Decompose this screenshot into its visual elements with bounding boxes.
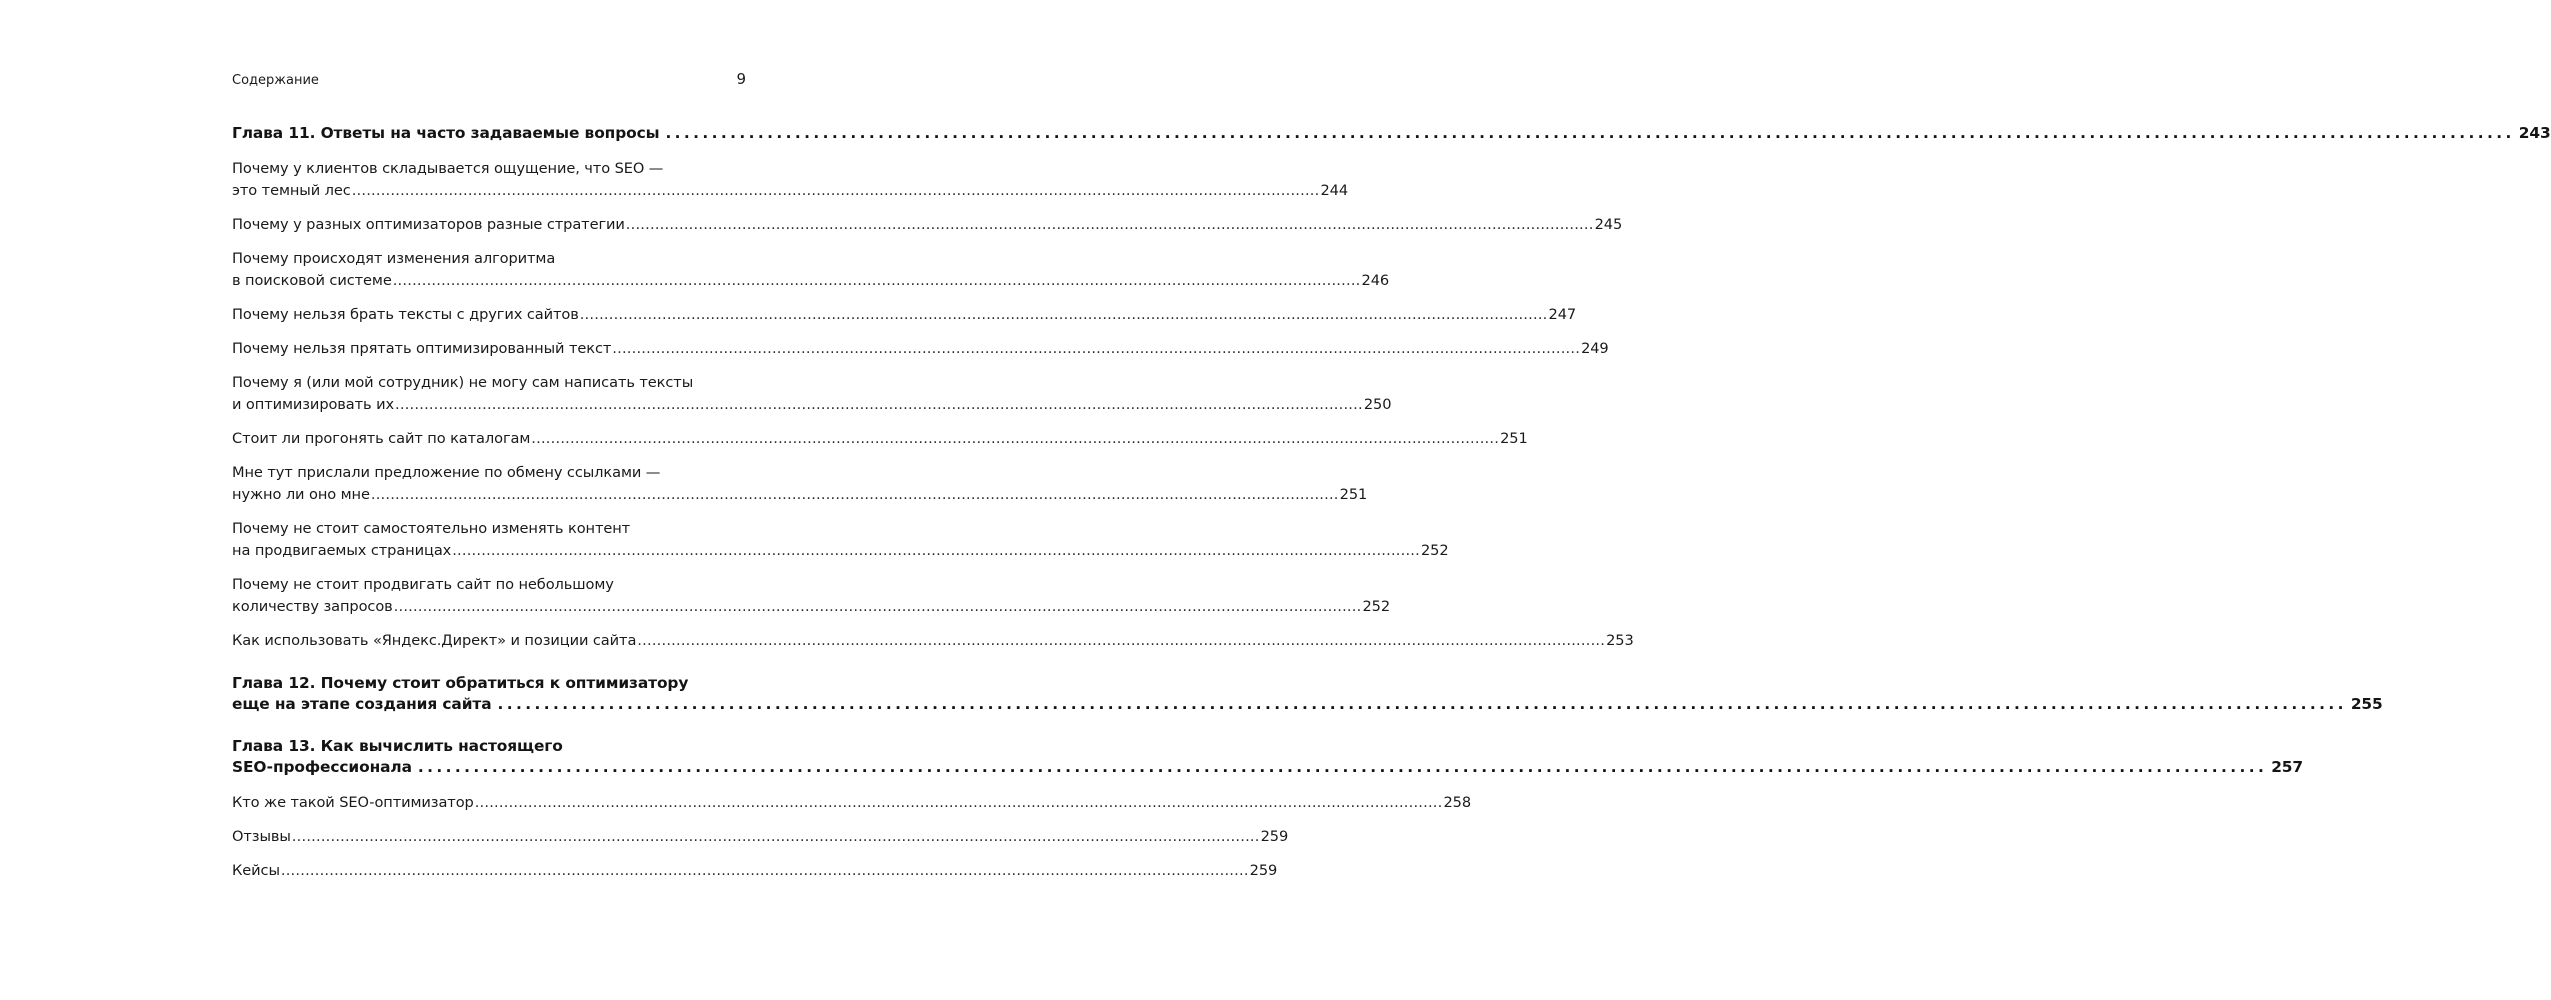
toc-entry-final-line <box>232 826 1289 848</box>
toc-entry-final-line <box>232 180 1349 202</box>
toc-gap <box>232 562 746 574</box>
toc-section-entry[interactable] <box>232 860 1278 882</box>
toc-page-number: 252 <box>1362 598 1391 615</box>
toc-entry-final-line <box>232 214 1623 236</box>
dot-leader: ........................................................................................................................................................................................................ <box>351 182 1320 199</box>
toc-page-number: 251 <box>1500 430 1528 447</box>
toc-page-number: 244 <box>1320 182 1349 199</box>
dot-leader: ........................................................................................................................................................................................................ <box>370 486 1339 503</box>
toc-entry-final-line <box>232 338 1609 360</box>
toc-gap <box>232 618 746 630</box>
toc-gap <box>232 715 746 736</box>
book-page <box>232 0 2551 1000</box>
toc-section-entry[interactable] <box>232 630 1634 652</box>
toc-entry-title: на продвигаемых страницах <box>232 542 452 559</box>
toc-section-entry[interactable] <box>232 462 1368 506</box>
page-number: 9 <box>736 70 746 88</box>
toc-section-entry[interactable] <box>232 574 1391 618</box>
toc-entry-title: Отзывы <box>232 828 291 845</box>
dot-leader: ........................................................................................................................................................................................................ <box>665 124 2515 142</box>
toc-page-number: 249 <box>1581 340 1609 357</box>
toc-section-entry[interactable] <box>232 214 1623 236</box>
toc-page-number: 250 <box>1363 396 1392 413</box>
toc-section-entry[interactable] <box>232 338 1609 360</box>
toc-gap <box>232 360 746 372</box>
toc-entry-final-line <box>232 123 2551 144</box>
toc-entry-final-line <box>232 630 1634 652</box>
toc-entry-final-line <box>232 428 1528 450</box>
toc-gap <box>232 292 746 304</box>
toc-entry-title: Почему нельзя брать тексты с других сайтов <box>232 306 579 323</box>
toc-gap <box>232 236 746 248</box>
toc-section-entry[interactable] <box>232 428 1528 450</box>
toc-entry-title-line: Глава 13. Как вычислить настоящего <box>232 737 563 755</box>
toc-chapter-entry[interactable] <box>232 673 2383 715</box>
toc-entry-final-line <box>232 860 1278 882</box>
toc-page-number: 243 <box>2518 124 2551 142</box>
dot-leader: ........................................................................................................................................................................................................ <box>291 828 1260 845</box>
table-of-contents <box>232 123 2551 882</box>
toc-entry-title: Почему у разных оптимизаторов разные стратегии <box>232 216 625 233</box>
dot-leader: ........................................................................................................................................................................................................ <box>474 794 1443 811</box>
toc-entry-title: Стоит ли прогонять сайт по каталогам <box>232 430 531 447</box>
toc-page-number: 255 <box>2350 695 2383 713</box>
toc-entry-title-line: Почему происходят изменения алгоритма <box>232 250 556 267</box>
toc-entry-final-line <box>232 270 1390 292</box>
toc-entry-title-line: Почему не стоит продвигать сайт по небольшому <box>232 576 614 593</box>
toc-entry-final-line <box>232 596 1391 618</box>
toc-entry-final-line <box>232 792 1472 814</box>
toc-chapter-entry[interactable] <box>232 123 2551 144</box>
toc-page-number: 252 <box>1421 542 1449 559</box>
dot-leader: ........................................................................................................................................................................................................ <box>612 340 1581 357</box>
toc-page-number: 259 <box>1260 828 1289 845</box>
toc-entry-title: нужно ли оно мне <box>232 486 370 503</box>
toc-gap <box>232 506 746 518</box>
toc-entry-title: Почему нельзя прятать оптимизированный текст <box>232 340 612 357</box>
running-head <box>232 72 746 90</box>
toc-section-entry[interactable] <box>232 518 1449 562</box>
toc-entry-final-line <box>232 694 2383 715</box>
toc-entry-title: количеству запросов <box>232 598 393 615</box>
toc-entry-title: Кто же такой SEO-оптимизатор <box>232 794 474 811</box>
toc-gap <box>232 416 746 428</box>
dot-leader: ........................................................................................................................................................................................................ <box>497 695 2347 713</box>
toc-gap <box>232 652 746 673</box>
toc-entry-final-line <box>232 394 1392 416</box>
toc-entry-title-line: Мне тут прислали предложение по обмену ссылками — <box>232 464 661 481</box>
toc-entry-final-line <box>232 757 2304 778</box>
dot-leader: ........................................................................................................................................................................................................ <box>392 272 1361 289</box>
toc-page-number: 246 <box>1361 272 1390 289</box>
toc-section-entry[interactable] <box>232 792 1472 814</box>
toc-section-entry[interactable] <box>232 158 1349 202</box>
toc-entry-final-line <box>232 304 1577 326</box>
dot-leader: ........................................................................................................................................................................................................ <box>393 598 1362 615</box>
toc-section-entry[interactable] <box>232 372 1392 416</box>
toc-entry-title: в поисковой системе <box>232 272 392 289</box>
dot-leader: ........................................................................................................................................................................................................ <box>531 430 1500 447</box>
toc-page-number: 258 <box>1443 794 1472 811</box>
dot-leader: ........................................................................................................................................................................................................ <box>280 862 1249 879</box>
toc-page-number: 257 <box>2271 758 2304 776</box>
toc-gap <box>232 848 746 860</box>
toc-entry-title: Глава 11. Ответы на часто задаваемые вопросы <box>232 124 660 142</box>
toc-section-entry[interactable] <box>232 304 1577 326</box>
toc-gap <box>232 450 746 462</box>
toc-gap <box>232 202 746 214</box>
toc-gap <box>232 814 746 826</box>
toc-entry-title-line: Почему не стоит самостоятельно изменять контент <box>232 520 631 537</box>
dot-leader: ........................................................................................................................................................................................................ <box>625 216 1594 233</box>
toc-entry-title: Кейсы <box>232 862 280 879</box>
toc-gap <box>232 778 746 792</box>
toc-entry-final-line <box>232 540 1449 562</box>
toc-entry-title: Как использовать «Яндекс.Директ» и позиции сайта <box>232 632 637 649</box>
toc-entry-title-line: Почему я (или мой сотрудник) не могу сам написать тексты <box>232 374 694 391</box>
toc-entry-title: еще на этапе создания сайта <box>232 695 492 713</box>
toc-entry-title: SEO-профессионала <box>232 758 412 776</box>
toc-page-number: 253 <box>1606 632 1634 649</box>
dot-leader: ........................................................................................................................................................................................................ <box>395 396 1363 413</box>
dot-leader: ........................................................................................................................................................................................................ <box>452 542 1420 559</box>
toc-page-number: 259 <box>1249 862 1278 879</box>
toc-page-number: 251 <box>1339 486 1368 503</box>
toc-page-number: 245 <box>1594 216 1623 233</box>
toc-entry-title: это темный лес <box>232 182 351 199</box>
toc-entry-title: и оптимизировать их <box>232 396 395 413</box>
toc-entry-title-line: Почему у клиентов складывается ощущение, что SEO — <box>232 160 664 177</box>
toc-section-entry[interactable] <box>232 248 1390 292</box>
dot-leader: ........................................................................................................................................................................................................ <box>417 758 2268 776</box>
toc-gap <box>232 326 746 338</box>
toc-entry-final-line <box>232 484 1368 506</box>
toc-section-entry[interactable] <box>232 826 1289 848</box>
toc-chapter-entry[interactable] <box>232 736 2304 778</box>
toc-gap <box>232 144 746 158</box>
running-head-title: Содержание <box>232 73 319 88</box>
toc-page-number: 247 <box>1548 306 1577 323</box>
dot-leader: ........................................................................................................................................................................................................ <box>579 306 1548 323</box>
dot-leader: ........................................................................................................................................................................................................ <box>637 632 1606 649</box>
toc-entry-title-line: Глава 12. Почему стоит обратиться к оптимизатору <box>232 674 689 692</box>
